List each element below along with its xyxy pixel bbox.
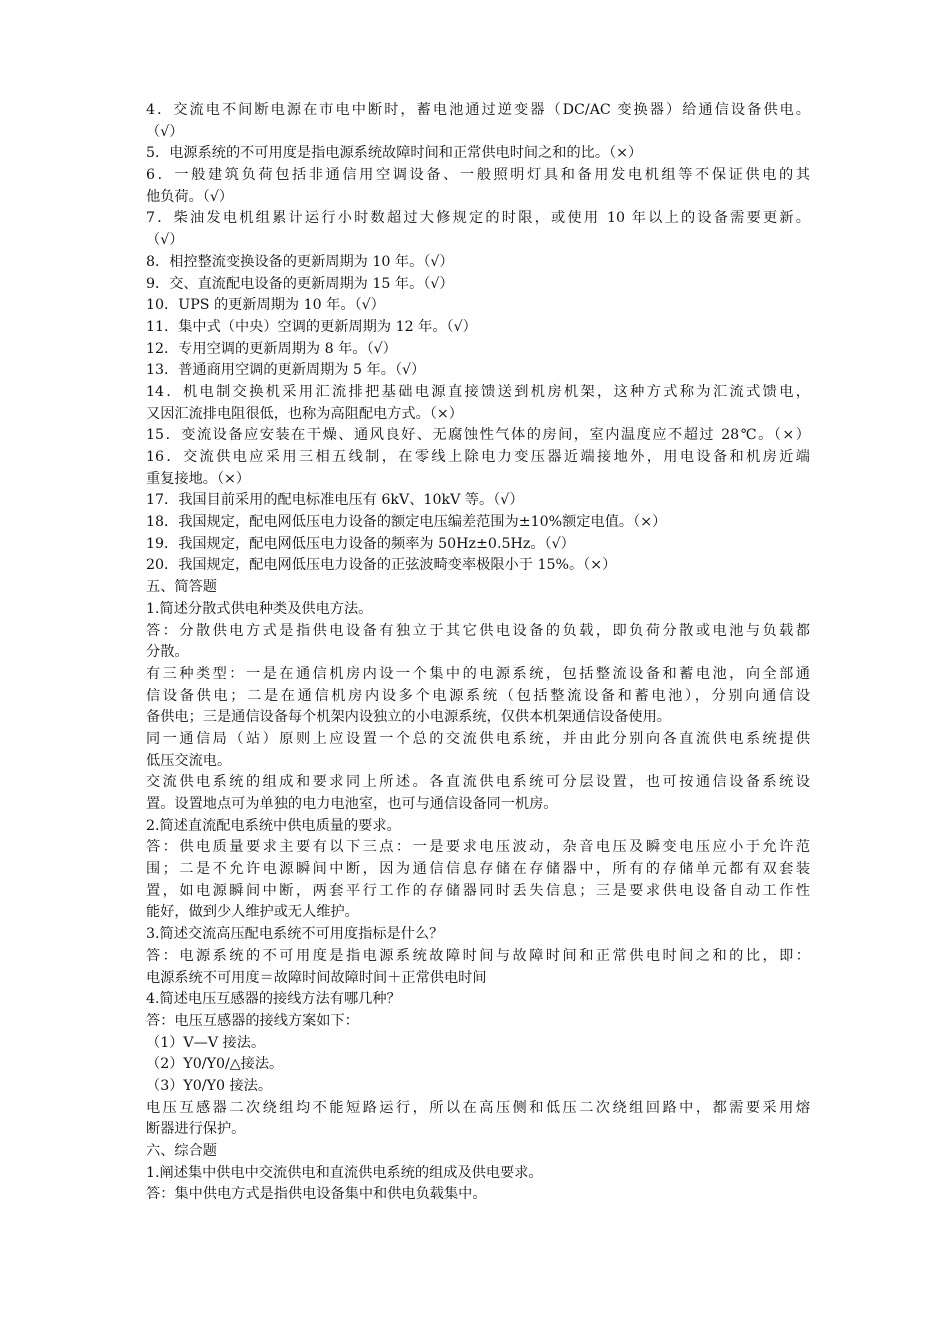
text-line: 重复接地。（×） (146, 470, 251, 487)
text-line: 电压互感器二次绕组均不能短路运行，所以在高压侧和低压二次绕组回路中，都需要采用熔 (146, 1099, 810, 1116)
text-line: 8．相控整流变换设备的更新周期为 10 年。（√） (146, 253, 454, 270)
text-line: 答：供电质量要求主要有以下三点：一是要求电压波动，杂音电压及瞬变电压应小于允许范 (146, 839, 810, 856)
text-line: 4．交流电不间断电源在市电中断时，蓄电池通过逆变器（DC/AC 变换器）给通信设备供电。 (146, 102, 810, 118)
text-line: 置，如电源瞬间中断，两套平行工作的存储器同时丢失信息；三是要求供电设备自动工作性 (146, 882, 810, 899)
text-line: 7．柴油发电机组累计运行小时数超过大修规定的时限，或使用 10 年以上的设备需要更新。 (146, 210, 810, 227)
text-line: 能好，做到少人维护或无人维护。 (146, 904, 359, 921)
text-line: 有三种类型：一是在通信机房内设一个集中的电源系统，包括整流设备和蓄电池，向全部通 (146, 665, 810, 682)
text-line: 17．我国目前采用的配电标准电压有 6kV、10kV 等。（√） (146, 492, 524, 509)
text-line: 6．一般建筑负荷包括非通信用空调设备、一般照明灯具和备用发电机组等不保证供电的其 (146, 167, 810, 184)
text-line: 13．普通商用空调的更新周期为 5 年。（√） (146, 362, 426, 379)
text-line: 答：电源系统的不可用度是指电源系统故障时间与故障时间和正常供电时间之和的比，即： (146, 947, 810, 964)
text-line: 12．专用空调的更新周期为 8 年。（√） (146, 340, 397, 357)
text-line: 分散。 (146, 644, 189, 661)
text-line: 电源系统不可用度＝故障时间故障时间＋正常供电时间 (146, 969, 487, 986)
text-line: 5．电源系统的不可用度是指电源系统故障时间和正常供电时间之和的比。（×） (146, 145, 643, 162)
text-line: （√） (146, 123, 184, 140)
text-line: 20．我国规定，配电网低压电力设备的正弦波畸变率极限小于 15%。（×） (146, 557, 617, 574)
text-line: （3）Y0/Y0 接法。 (146, 1077, 273, 1094)
question-title: 2.简述直流配电系统中供电质量的要求。 (146, 817, 401, 834)
text-line: 又因汇流排电阻很低，也称为高阻配电方式。（×） (146, 405, 463, 422)
text-line: 9．交、直流配电设备的更新周期为 15 年。（√） (146, 275, 454, 292)
text-line: 11．集中式（中央）空调的更新周期为 12 年。（√） (146, 318, 477, 335)
question-title: 1.简述分散式供电种类及供电方法。 (146, 600, 373, 617)
text-line: 同一通信局（站）原则上应设置一个总的交流供电系统，并由此分别向各直流供电系统提供 (146, 730, 810, 747)
text-line: 交流供电系统的组成和要求同上所述。各直流供电系统可分层设置，也可按通信设备系统设 (146, 774, 810, 791)
text-line: 断器进行保护。 (146, 1121, 246, 1138)
text-line: 15．变流设备应安装在干燥、通风良好、无腐蚀性气体的房间，室内温度应不超过 28℃。（×） (146, 427, 810, 444)
document-body (146, 100, 810, 1206)
text-line: 19．我国规定，配电网低压电力设备的频率为 50Hz±0.5Hz。（√） (146, 535, 575, 552)
text-line: 低压交流电。 (146, 752, 232, 769)
section-heading: 六、综合题 (146, 1143, 217, 1159)
section-heading: 五、简答题 (146, 579, 217, 596)
text-line: 他负荷。（√） (146, 188, 234, 205)
text-line: 18．我国规定，配电网低压电力设备的额定电压编差范围为±10%额定电值。（×） (146, 514, 667, 531)
text-line: 置。设置地点可为单独的电力电池室，也可与通信设备同一机房。 (146, 796, 558, 812)
text-line: 答：电压互感器的接线方案如下： (146, 1012, 359, 1029)
text-line: 答：分散供电方式是指供电设备有独立于其它供电设备的负载，即负荷分散或电池与负载都 (146, 622, 810, 639)
text-line: （1）V—V 接法。 (146, 1034, 266, 1051)
text-line: 10．UPS 的更新周期为 10 年。（√） (146, 297, 385, 314)
text-line: 围；二是不允许电源瞬间中断，因为通信信息存储在存储器中，所有的存储单元都有双套装 (146, 861, 810, 878)
text-line: 答：集中供电方式是指供电设备集中和供电负载集中。 (146, 1186, 487, 1203)
question-title: 1.阐述集中供电中交流供电和直流供电系统的组成及供电要求。 (146, 1164, 543, 1181)
text-line: 信设备供电；二是在通信机房内设多个电源系统（包括整流设备和蓄电池），分别向通信设 (146, 687, 810, 704)
text-line: （√） (146, 232, 184, 249)
question-title: 4.简述电压互感器的接线方法有哪几种？ (146, 991, 401, 1008)
text-line: （2）Y0/Y0/△接法。 (146, 1056, 284, 1073)
text-line: 16．交流供电应采用三相五线制，在零线上除电力变压器近端接地外，用电设备和机房近端 (146, 449, 810, 465)
question-title: 3.简述交流高压配电系统不可用度指标是什么？ (146, 926, 444, 943)
text-line: 备供电；三是通信设备每个机架内设独立的小电源系统，仅供本机架通信设备使用。 (146, 709, 671, 726)
text-line: 14．机电制交换机采用汇流排把基础电源直接馈送到机房机架，这种方式称为汇流式馈电， (146, 383, 810, 400)
